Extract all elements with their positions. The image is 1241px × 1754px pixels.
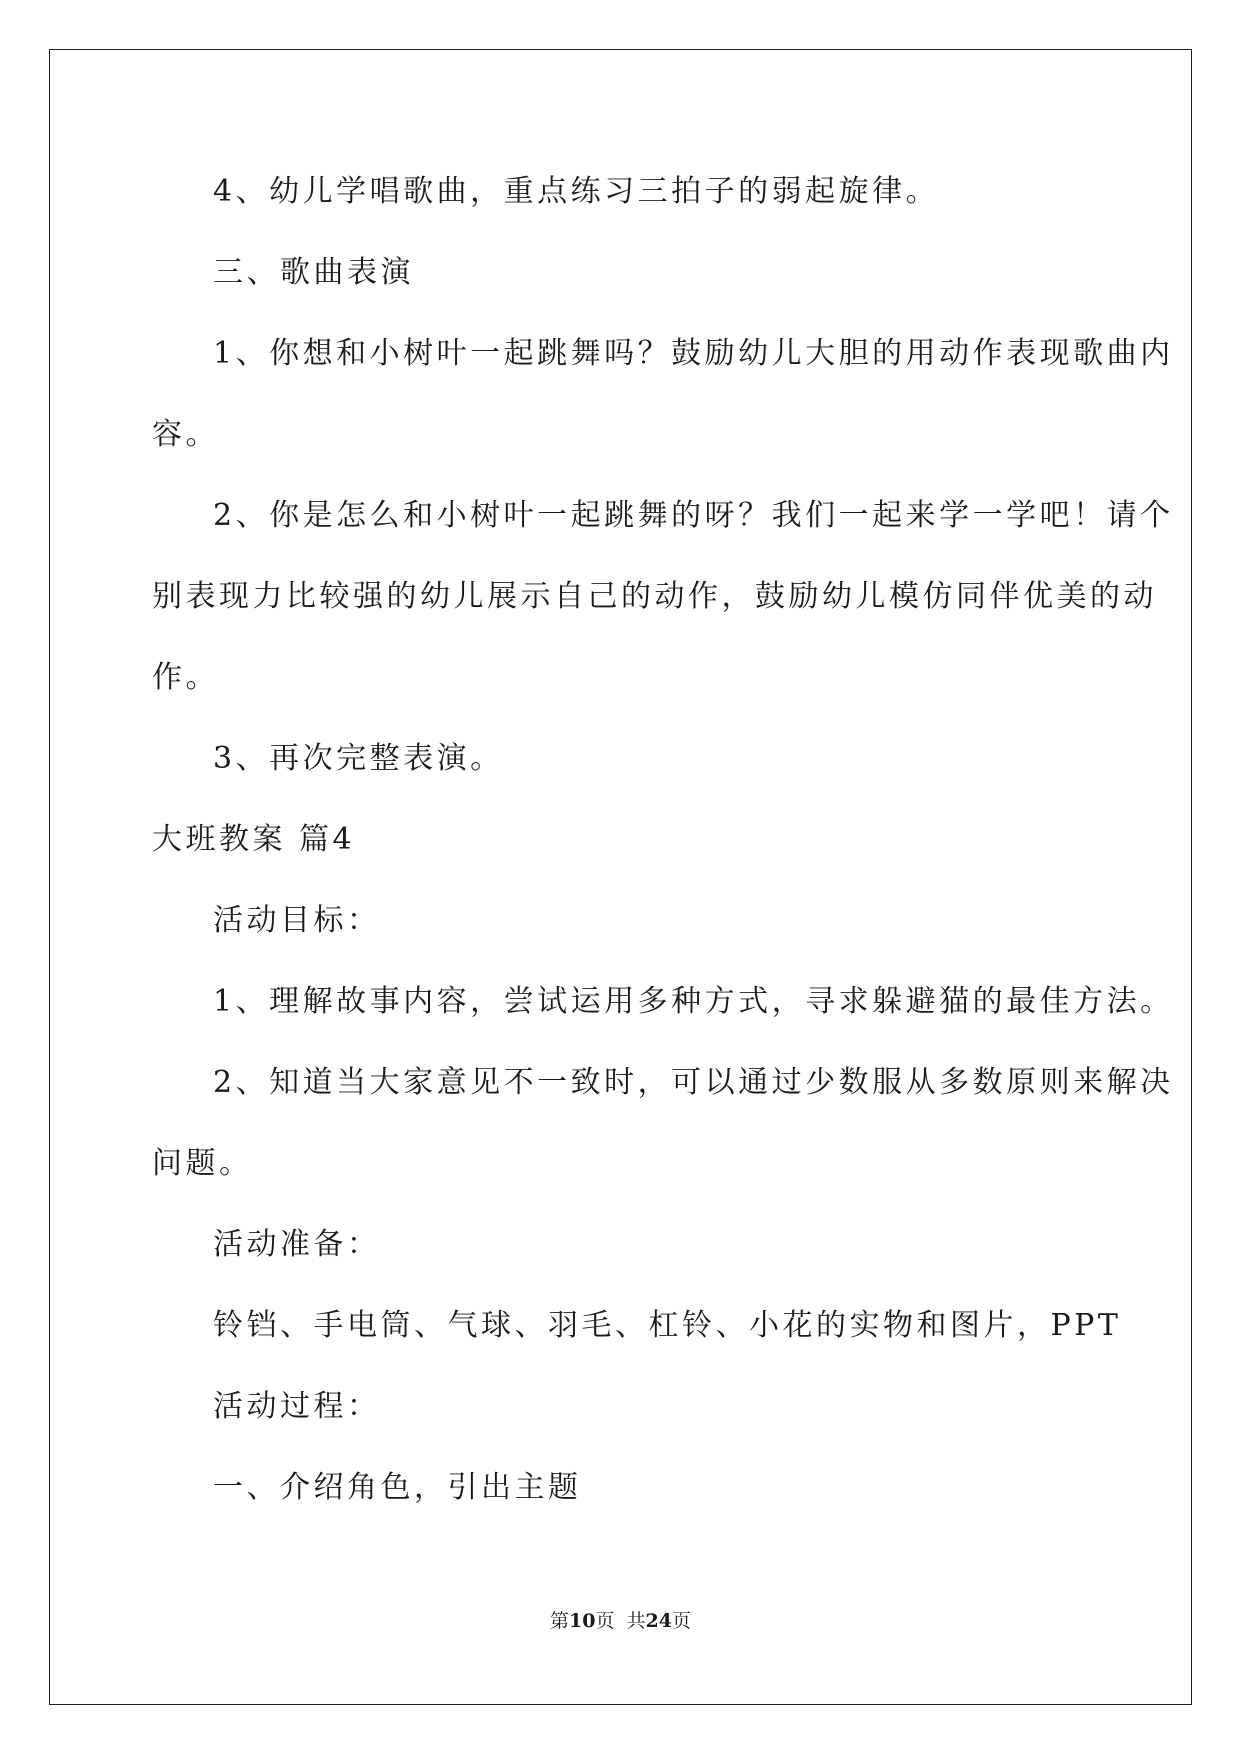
- heading-activity-process: 活动过程：: [213, 1389, 381, 1424]
- heading-activity-preparation: 活动准备：: [213, 1227, 381, 1262]
- footer-current-page: 10: [569, 1610, 596, 1632]
- footer-mid: 页 共: [595, 1610, 646, 1632]
- goal-2-continued: 问题。: [152, 1146, 253, 1181]
- page-number-footer: [0, 1609, 1241, 1633]
- page-border: [49, 49, 1192, 1705]
- goal-1: 1、理解故事内容，尝试运用多种方式，寻求躲避猫的最佳方法。: [213, 984, 1174, 1019]
- lesson-title: 大班教案 篇4: [152, 822, 356, 857]
- paragraph-step-3: 3、再次完整表演。: [213, 741, 504, 776]
- paragraph-step-1-continued: 容。: [152, 417, 219, 452]
- footer-suffix: 页: [672, 1610, 692, 1632]
- goal-2: 2、知道当大家意见不一致时，可以通过少数服从多数原则来解决: [213, 1065, 1174, 1100]
- heading-activity-goals: 活动目标：: [213, 903, 381, 938]
- paragraph-step-2: 2、你是怎么和小树叶一起跳舞的呀？我们一起来学一学吧！请个: [213, 498, 1174, 533]
- footer-prefix: 第: [549, 1610, 569, 1632]
- process-step-1: 一、介绍角色，引出主题: [213, 1470, 582, 1505]
- paragraph-step-4: 4、幼儿学唱歌曲，重点练习三拍子的弱起旋律。: [213, 174, 940, 209]
- paragraph-step-2-continued: 别表现力比较强的幼儿展示自己的动作，鼓励幼儿模仿同伴优美的动: [152, 579, 1157, 614]
- section-heading-song-performance: 三、歌曲表演: [213, 255, 414, 290]
- paragraph-step-2-end: 作。: [152, 660, 219, 695]
- paragraph-step-1: 1、你想和小树叶一起跳舞吗？鼓励幼儿大胆的用动作表现歌曲内: [213, 336, 1174, 371]
- preparation-materials: 铃铛、手电筒、气球、羽毛、杠铃、小花的实物和图片，PPT: [213, 1308, 1122, 1343]
- footer-total-pages: 24: [645, 1610, 672, 1632]
